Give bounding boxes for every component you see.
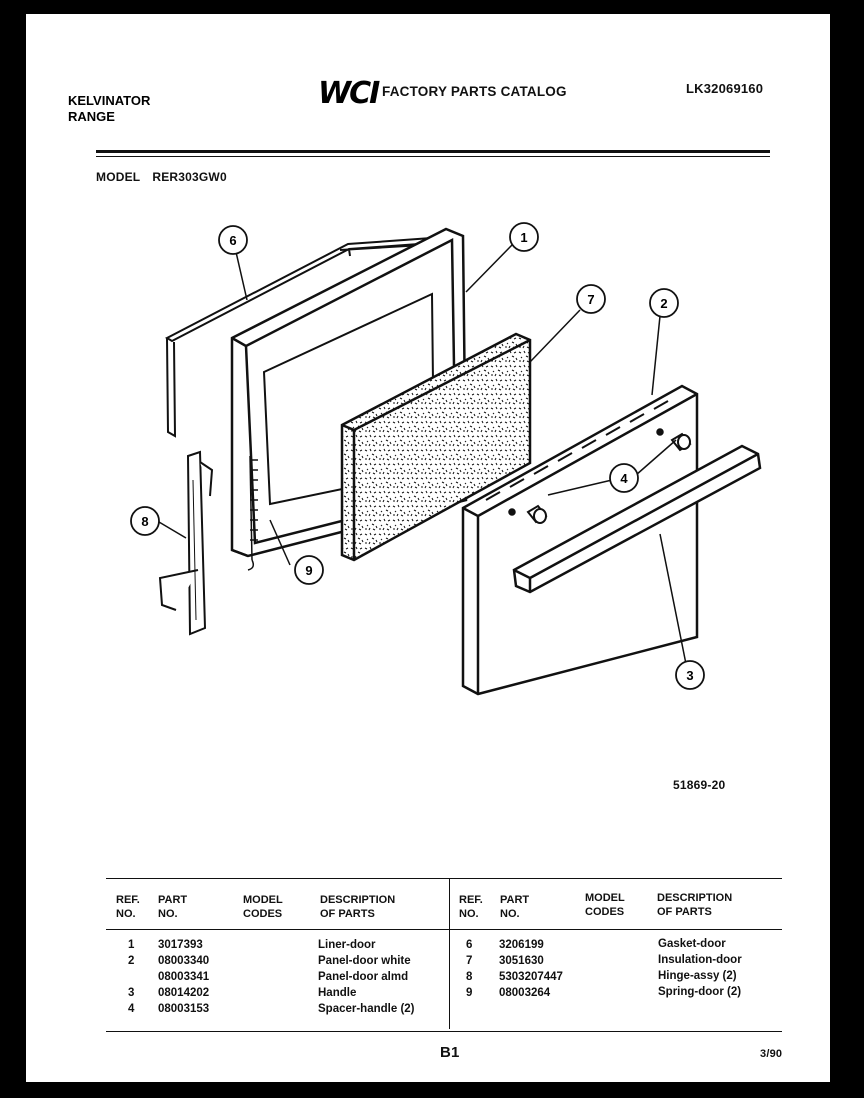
column-divider [449, 879, 450, 1029]
callout-9 [295, 556, 323, 584]
svg-text:1: 1 [520, 230, 528, 245]
svg-text:8: 8 [141, 514, 149, 529]
hinge-assy-part [160, 452, 212, 634]
revision-date: 3/90 [760, 1048, 783, 1060]
figure-number: 51869-20 [673, 778, 726, 792]
header-divider [106, 929, 782, 930]
svg-text:6: 6 [229, 233, 237, 248]
header-part: PART NO. [158, 894, 188, 920]
callout-1 [510, 223, 538, 251]
model-label: MODEL [96, 170, 141, 184]
product-type: RANGE [68, 109, 115, 124]
header-desc: DESCRIPTION OF PARTS [320, 894, 396, 920]
brand-name: KELVINATOR [68, 93, 151, 108]
parts-table: REF. NO. PART NO. MODEL CODES DESCRIPTION OF PARTS REF. NO. PART NO. MODEL CODES DESCRIPTION OF PARTS 1 3017393 Liner-door 2 08003340 Panel-door white 08003341 Panel-door almd 3 08014202 Handle 4 08003153 Spacer-handle (2) 6 3206199 Gasket-door 7 3051630 Insulation-door 8 5303207447 Hinge-assy (2) 9 08003264 Spring-door (2) [106, 878, 782, 1032]
callout-8 [131, 507, 159, 535]
svg-text:3: 3 [686, 668, 694, 683]
svg-text:2: 2 [660, 296, 668, 311]
header-ref: REF. NO. [116, 894, 140, 920]
callout-3 [676, 661, 704, 689]
svg-text:7: 7 [587, 292, 595, 307]
header-desc-right: DESCRIPTION OF PARTS [657, 892, 733, 918]
callout-7 [577, 285, 605, 313]
callout-6 [219, 226, 247, 254]
catalog-number: LK32069160 [686, 81, 764, 96]
catalog-title: FACTORY PARTS CATALOG [382, 84, 567, 99]
header-model-right: MODEL CODES [585, 892, 625, 918]
wci-logo: WCI [318, 76, 379, 111]
callout-4 [610, 464, 638, 492]
svg-text:4: 4 [620, 471, 628, 486]
svg-text:9: 9 [305, 563, 313, 578]
page-number: B1 [440, 1044, 460, 1061]
header-model: MODEL CODES [243, 894, 283, 920]
callout-2 [650, 289, 678, 317]
header-part-right: PART NO. [500, 894, 530, 920]
model-number: RER303GW0 [152, 170, 227, 184]
header-ref-right: REF. NO. [459, 894, 483, 920]
